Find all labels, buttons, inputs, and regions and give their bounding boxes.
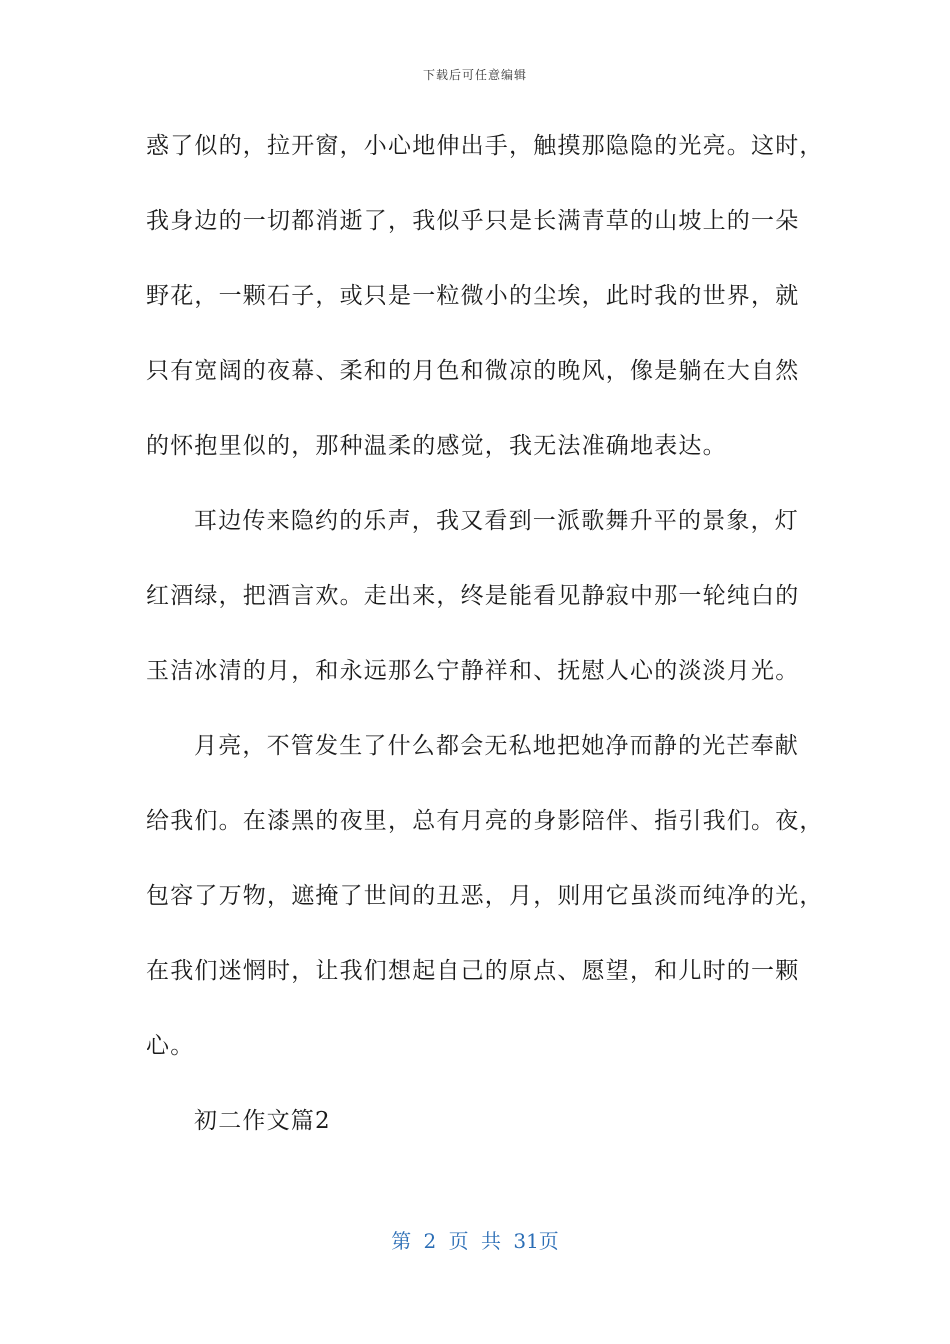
text-line: 在我们迷惘时，让我们想起自己的原点、愿望，和儿时的一颗 — [146, 958, 800, 984]
text-line: 心。 — [146, 1033, 195, 1059]
text-line: 耳边传来隐约的乐声，我又看到一派歌舞升平的景象，灯 — [194, 508, 799, 534]
text-line: 给我们。在漆黑的夜里，总有月亮的身影陪伴、指引我们。夜， — [146, 808, 824, 834]
text-line: 红酒绿，把酒言欢。走出来，终是能看见静寂中那一轮纯白的 — [146, 583, 800, 609]
text-line: 我身边的一切都消逝了，我似乎只是长满青草的山坡上的一朵 — [146, 208, 800, 234]
page-number-footer: 第 2 页 共 31页 — [391, 1229, 559, 1253]
page-header: 下载后可任意编辑 — [422, 68, 527, 82]
text-line: 野花，一颗石子，或只是一粒微小的尘埃，此时我的世界，就 — [146, 283, 800, 309]
text-line: 玉洁冰清的月，和永远那么宁静祥和、抚慰人心的淡淡月光。 — [146, 658, 800, 684]
text-line: 包容了万物，遮掩了世间的丑恶，月，则用它虽淡而纯净的光， — [146, 883, 824, 909]
text-line: 只有宽阔的夜幕、柔和的月色和微凉的晚风，像是躺在大自然 — [146, 358, 800, 384]
section-heading: 初二作文篇2 — [194, 1108, 331, 1134]
document-body — [146, 122, 824, 1172]
text-line: 的怀抱里似的，那种温柔的感觉，我无法准确地表达。 — [146, 433, 727, 459]
text-line: 惑了似的，拉开窗，小心地伸出手，触摸那隐隐的光亮。这时， — [146, 133, 824, 159]
text-line: 月亮，不管发生了什么都会无私地把她净而静的光芒奉献 — [194, 733, 799, 759]
